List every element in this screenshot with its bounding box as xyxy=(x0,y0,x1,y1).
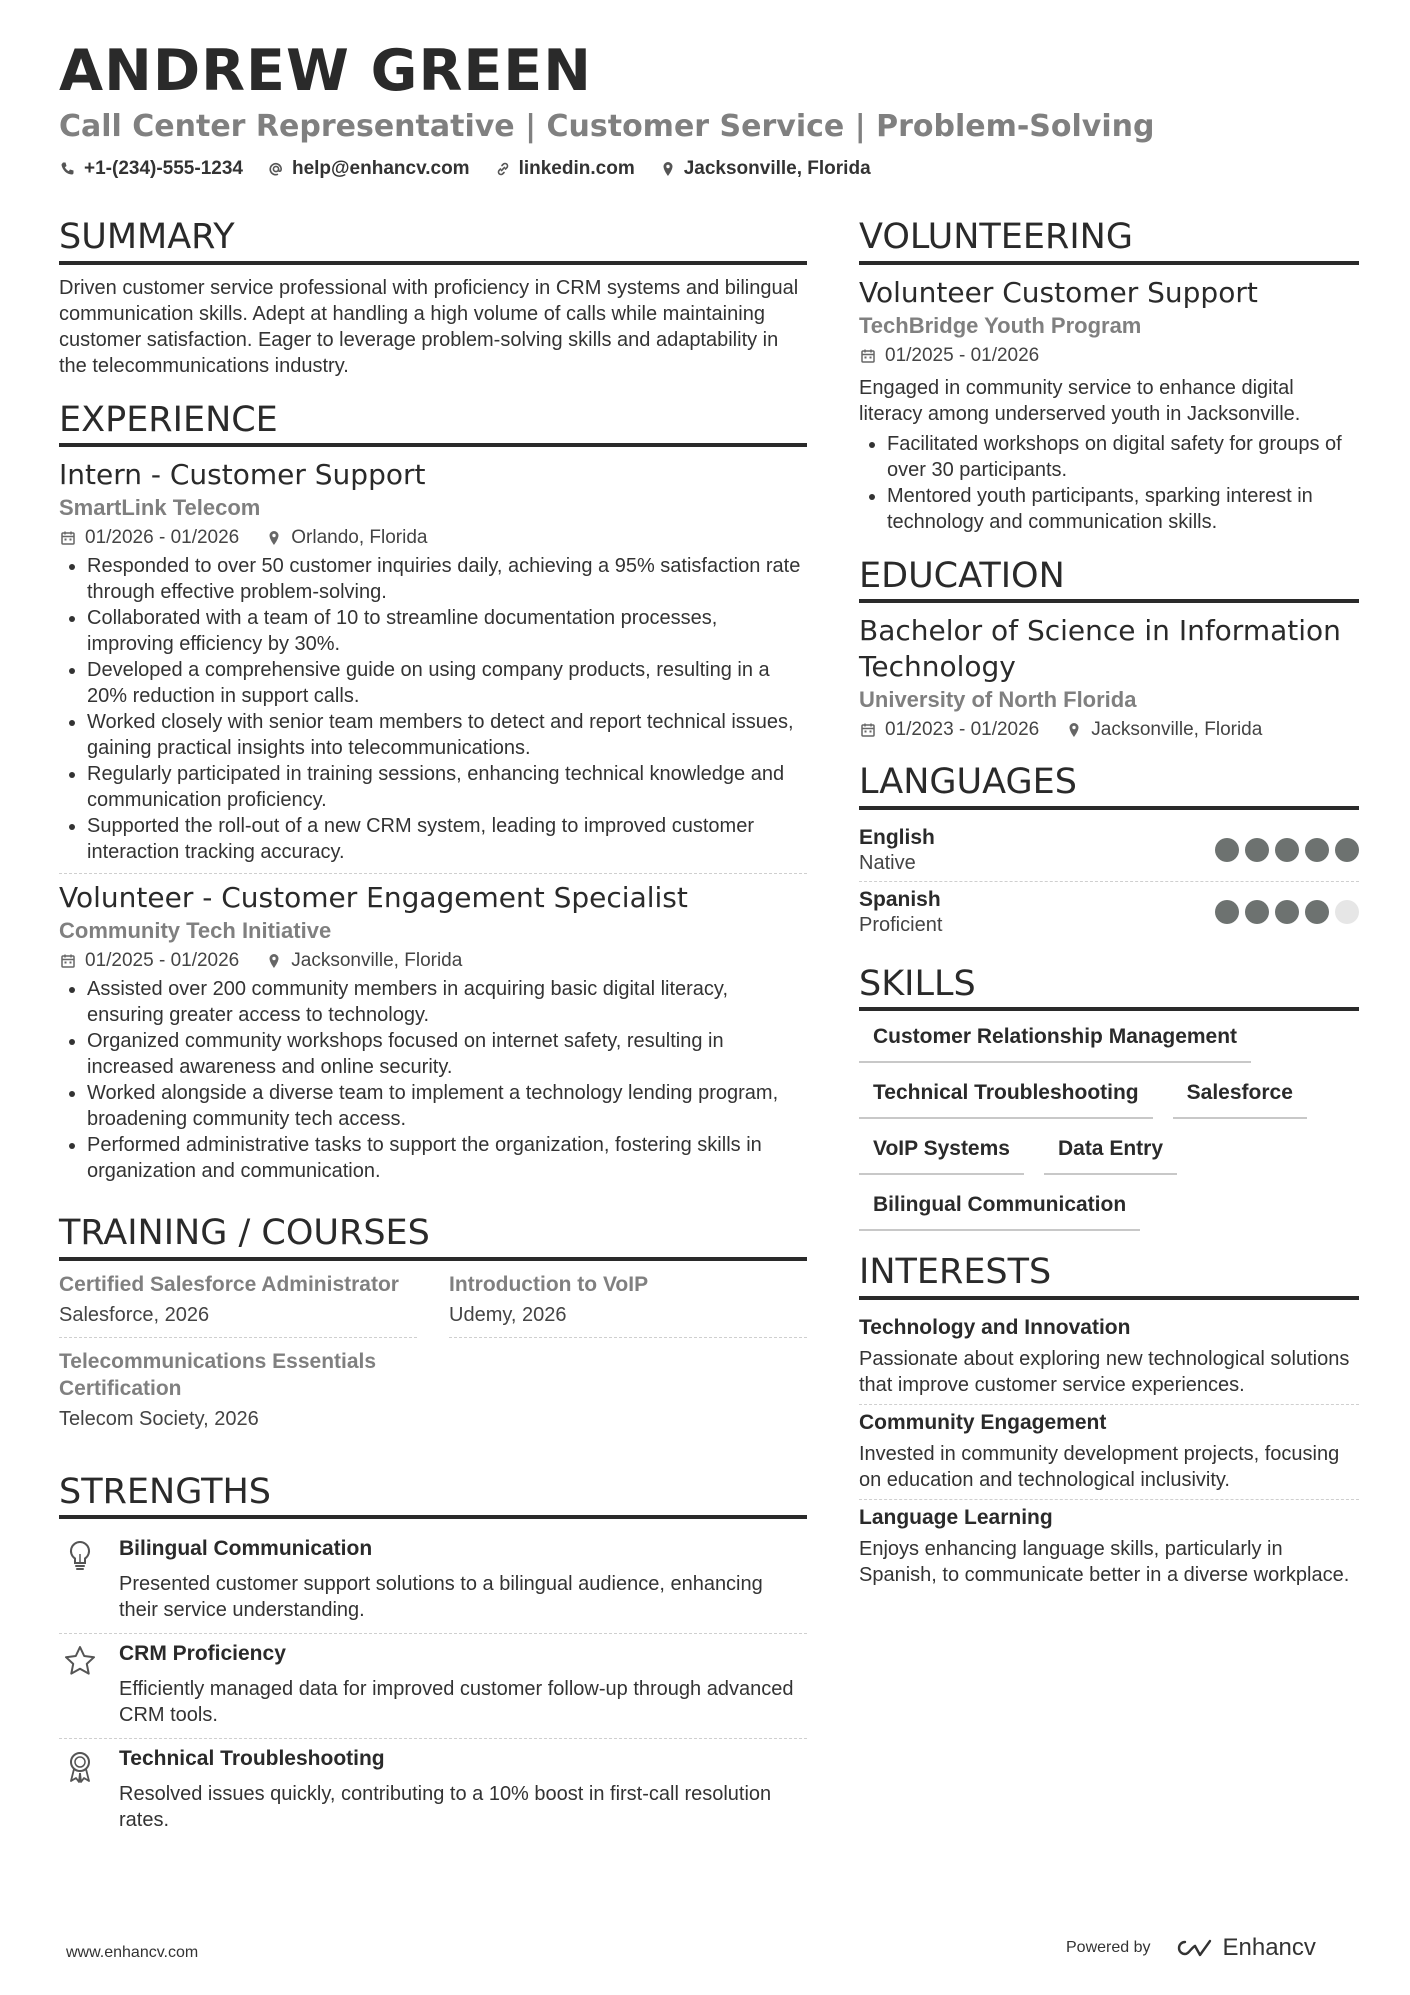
job-bullets xyxy=(59,976,807,1184)
interest-item xyxy=(859,1310,1359,1404)
language-name: English xyxy=(859,825,935,849)
left-column xyxy=(59,218,807,1865)
resume-header xyxy=(59,40,1359,180)
training-item xyxy=(59,1348,417,1441)
job-location-text: Orlando, Florida xyxy=(291,527,428,548)
training-provider: Udemy, 2026 xyxy=(449,1303,567,1326)
training-provider: Telecom Society, 2026 xyxy=(59,1407,259,1430)
phone-text: +1-(234)-555-1234 xyxy=(84,157,243,179)
languages-section xyxy=(859,763,1359,943)
job-company: Community Tech Initiative xyxy=(59,918,332,943)
language-item xyxy=(859,881,1359,943)
strength-title: Bilingual Communication xyxy=(119,1537,373,1560)
interest-title: Language Learning xyxy=(859,1505,1053,1529)
interest-description: Passionate about exploring new technological solutions that improve customer service experiences. xyxy=(859,1347,1350,1396)
summary-text: Driven customer service professional with proficiency in CRM systems and bilingual communication skills. Adept at handling a high volume of calls while maintaining customer satisfaction. Eager to leverage problem-solving skills and adaptability in the telecommunications industry. xyxy=(59,276,799,377)
enhancv-logo-icon xyxy=(1169,1937,1215,1959)
map-pin-icon xyxy=(1065,721,1083,739)
job-location xyxy=(265,950,462,972)
bullet-item: • Organized community workshops focused on internet safety, resulting in increased awareness and online security. xyxy=(87,1028,807,1080)
strength-item xyxy=(59,1738,807,1843)
job-company: SmartLink Telecom xyxy=(59,495,261,520)
experience-section xyxy=(59,401,807,1193)
job-location-text: Jacksonville, Florida xyxy=(291,950,463,971)
star-icon xyxy=(59,1642,101,1728)
interests-heading: INTERESTS xyxy=(859,1253,1359,1300)
calendar-icon xyxy=(859,721,877,739)
volunteer-description: Engaged in community service to enhance digital literacy among underserved youth in Jacksonville. xyxy=(859,376,1301,425)
education-dates xyxy=(859,719,1039,741)
job-role: Intern - Customer Support xyxy=(59,458,426,491)
rating-dot-filled xyxy=(1215,900,1239,924)
volunteer-role: Volunteer Customer Support xyxy=(859,275,1258,309)
bullet-item: • Responded to over 50 customer inquiries daily, achieving a 95% satisfaction rate through effective problem-solving. xyxy=(87,553,807,605)
bullet-item: • Facilitated workshops on digital safety for groups of over 30 participants. xyxy=(887,431,1359,483)
skill-tag: Salesforce xyxy=(1173,1073,1307,1119)
job-location xyxy=(265,527,427,549)
education-location xyxy=(1065,719,1262,741)
interest-description: Invested in community development projects, focusing on education and technological inclusivity. xyxy=(859,1442,1340,1491)
job-dates xyxy=(59,950,239,972)
rating-dot-filled xyxy=(1335,838,1359,862)
contact-location xyxy=(659,158,871,180)
language-rating xyxy=(1215,900,1359,924)
interest-description: Enjoys enhancing language skills, particularly in Spanish, to communicate better in a diverse workplace. xyxy=(859,1537,1350,1586)
email-text: help@enhancv.com xyxy=(291,157,470,179)
summary-section xyxy=(59,218,807,379)
strengths-section xyxy=(59,1473,807,1844)
summary-heading: SUMMARY xyxy=(59,218,807,265)
strength-item xyxy=(59,1529,807,1633)
lightbulb-icon xyxy=(59,1537,101,1623)
contact-linkedin[interactable] xyxy=(494,158,635,180)
training-title: Certified Salesforce Administrator xyxy=(59,1272,399,1296)
education-section xyxy=(859,557,1359,742)
bullet-item: • Mentored youth participants, sparking interest in technology and communication skills. xyxy=(887,483,1359,535)
language-item xyxy=(859,820,1359,881)
rating-dot-filled xyxy=(1215,838,1239,862)
interests-section xyxy=(859,1253,1359,1594)
experience-heading: EXPERIENCE xyxy=(59,401,807,448)
rating-dot-filled xyxy=(1245,838,1269,862)
training-title: Telecommunications Essentials Certification xyxy=(59,1349,377,1400)
linkedin-text: linkedin.com xyxy=(518,157,635,179)
calendar-icon xyxy=(859,347,877,365)
strength-item xyxy=(59,1633,807,1738)
training-item xyxy=(59,1271,417,1338)
skills-section xyxy=(859,965,1359,1232)
map-pin-icon xyxy=(265,952,283,970)
bullet-item: • Supported the roll-out of a new CRM system, leading to improved customer interaction tracking accuracy. xyxy=(87,813,807,865)
candidate-name: ANDREW GREEN xyxy=(59,38,592,104)
strength-description: Presented customer support solutions to a bilingual audience, enhancing their service understanding. xyxy=(119,1573,763,1621)
volunteer-dates xyxy=(859,345,1039,367)
phone-icon xyxy=(59,160,77,178)
bullet-item: • Performed administrative tasks to support the organization, fostering skills in organization and communication. xyxy=(87,1132,807,1184)
experience-entry xyxy=(59,457,807,873)
candidate-title: Call Center Representative | Customer Service | Problem-Solving xyxy=(59,108,1155,144)
brand-name: Enhancv xyxy=(1222,1934,1316,1961)
rating-dot-empty xyxy=(1335,900,1359,924)
volunteer-org: TechBridge Youth Program xyxy=(859,312,1142,338)
strengths-heading: STRENGTHS xyxy=(59,1473,807,1520)
calendar-icon xyxy=(59,529,77,547)
job-bullets xyxy=(59,553,807,865)
footer-branding xyxy=(1066,1934,1316,1962)
interest-item xyxy=(859,1404,1359,1499)
bullet-item: • Developed a comprehensive guide on using company products, resulting in a 20% reduction in support calls. xyxy=(87,657,807,709)
education-dates-text: 01/2023 - 01/2026 xyxy=(885,719,1040,740)
skills-heading: SKILLS xyxy=(859,965,1359,1012)
rating-dot-filled xyxy=(1275,900,1299,924)
powered-by-text: Powered by xyxy=(1066,1939,1151,1956)
school: University of North Florida xyxy=(859,687,1137,712)
at-icon xyxy=(267,160,285,178)
bullet-item: • Regularly participated in training sessions, enhancing technical knowledge and communication proficiency. xyxy=(87,761,807,813)
bullet-item: • Worked alongside a diverse team to implement a technology lending program, broadening community tech access. xyxy=(87,1080,807,1132)
skill-tag: VoIP Systems xyxy=(859,1129,1024,1175)
volunteering-heading: VOLUNTEERING xyxy=(859,218,1359,265)
strength-title: Technical Troubleshooting xyxy=(119,1747,385,1770)
map-pin-icon xyxy=(265,529,283,547)
volunteer-bullets xyxy=(859,431,1359,535)
job-dates xyxy=(59,527,239,549)
award-badge-icon xyxy=(59,1747,101,1833)
rating-dot-filled xyxy=(1305,838,1329,862)
training-provider: Salesforce, 2026 xyxy=(59,1303,210,1326)
strength-description: Efficiently managed data for improved customer follow-up through advanced CRM tools. xyxy=(119,1678,794,1726)
rating-dot-filled xyxy=(1305,900,1329,924)
skill-tag: Customer Relationship Management xyxy=(859,1017,1251,1063)
training-item xyxy=(449,1271,807,1338)
experience-entry xyxy=(59,873,807,1192)
interest-item xyxy=(859,1499,1359,1594)
skill-tag: Data Entry xyxy=(1044,1129,1177,1175)
rating-dot-filled xyxy=(1245,900,1269,924)
language-level: Proficient xyxy=(859,913,943,936)
skills-list xyxy=(859,1017,1359,1231)
footer-website[interactable]: www.enhancv.com xyxy=(66,1944,199,1961)
bullet-item: • Collaborated with a team of 10 to streamline documentation processes, improving efficiency by 30%. xyxy=(87,605,807,657)
right-column xyxy=(859,218,1359,1616)
education-location-text: Jacksonville, Florida xyxy=(1091,719,1263,740)
training-heading: TRAINING / COURSES xyxy=(59,1214,807,1261)
strength-description: Resolved issues quickly, contributing to a 10% boost in first-call resolution rates. xyxy=(119,1783,772,1831)
job-role: Volunteer - Customer Engagement Specialist xyxy=(59,881,688,914)
link-icon xyxy=(494,160,512,178)
contact-email[interactable] xyxy=(267,158,470,180)
job-dates-text: 01/2025 - 01/2026 xyxy=(85,950,240,971)
skill-tag: Bilingual Communication xyxy=(859,1185,1140,1231)
skill-tag: Technical Troubleshooting xyxy=(859,1073,1153,1119)
language-rating xyxy=(1215,838,1359,862)
strength-title: CRM Proficiency xyxy=(119,1642,286,1665)
contact-phone[interactable] xyxy=(59,158,243,180)
languages-heading: LANGUAGES xyxy=(859,763,1359,810)
interest-title: Community Engagement xyxy=(859,1410,1107,1434)
language-name: Spanish xyxy=(859,887,941,911)
interest-title: Technology and Innovation xyxy=(859,1315,1131,1339)
location-text: Jacksonville, Florida xyxy=(683,157,871,179)
degree: Bachelor of Science in Information Technology xyxy=(859,614,1341,683)
education-heading: EDUCATION xyxy=(859,557,1359,604)
training-title: Introduction to VoIP xyxy=(449,1272,649,1296)
bullet-item: • Assisted over 200 community members in acquiring basic digital literacy, ensuring greater access to technology. xyxy=(87,976,807,1028)
rating-dot-filled xyxy=(1275,838,1299,862)
language-level: Native xyxy=(859,851,916,874)
volunteering-section xyxy=(859,218,1359,535)
bullet-item: • Worked closely with senior team members to detect and report technical issues, gaining practical insights into telecommunications. xyxy=(87,709,807,761)
job-dates-text: 01/2026 - 01/2026 xyxy=(85,527,240,548)
map-pin-icon xyxy=(659,160,677,178)
calendar-icon xyxy=(59,952,77,970)
volunteer-dates-text: 01/2025 - 01/2026 xyxy=(885,344,1040,366)
enhancv-logo[interactable] xyxy=(1169,1934,1316,1962)
contact-bar xyxy=(59,158,1359,180)
training-section xyxy=(59,1214,807,1451)
